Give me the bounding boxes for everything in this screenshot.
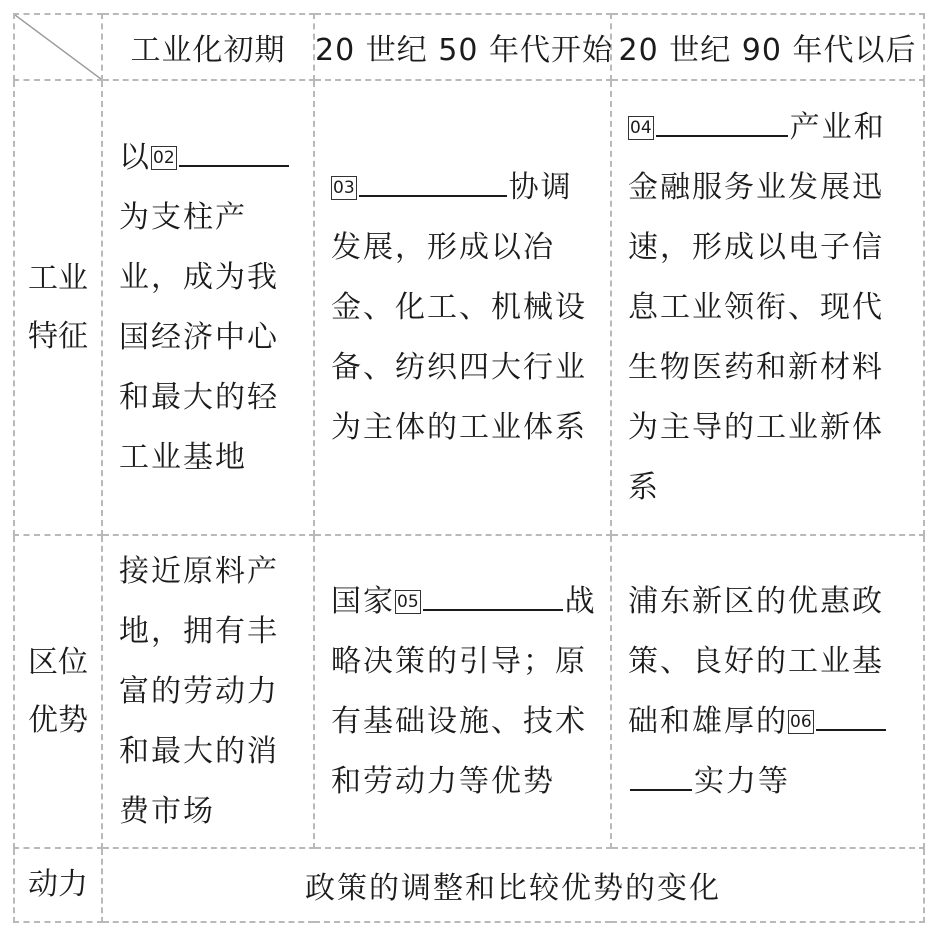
fill-blank-03[interactable] <box>359 165 507 197</box>
cell-location-period-2 <box>314 535 611 848</box>
cell-text: 金融服务业发展迅速，形成以电子信息工业领衔、现代生物医药和新材料为主导的工业新体系 <box>628 169 884 505</box>
row-label-location-advantage <box>14 535 102 848</box>
cell-location-period-3 <box>611 535 924 848</box>
fill-blank-04[interactable] <box>656 105 788 137</box>
cell-text: 为支柱产业，成为我国经济中心和最大的轻工业基地 <box>119 199 279 475</box>
cell-text: 产业和 <box>789 109 886 145</box>
fill-blank-06-cont[interactable] <box>630 759 692 791</box>
cell-text: 实力等 <box>694 763 790 799</box>
cell-text: 以 <box>119 139 151 175</box>
row-industry-feature <box>14 80 924 535</box>
header-period-2: 20 世纪 50 年代开始 <box>314 14 611 80</box>
cell-driving-force: 政策的调整和比较优势的变化 <box>102 848 924 922</box>
header-row <box>14 14 924 80</box>
row-label-line: 优势 <box>28 702 88 738</box>
header-period-3: 20 世纪 90 年代以后 <box>611 14 924 80</box>
corner-cell <box>14 14 102 80</box>
blank-number-badge: 02 <box>153 147 175 168</box>
cell-text: 发展，形成以冶金、化工、机械设备、纺织四大行业为主体的工业体系 <box>331 229 587 445</box>
blank-number-badge: 04 <box>630 117 652 138</box>
cell-text: 国家 <box>331 583 395 619</box>
fill-blank-05[interactable] <box>423 579 563 611</box>
cell-text: 接近原料产地，拥有丰富的劳动力和最大的消费市场 <box>119 553 279 829</box>
cell-feature-period-3 <box>611 80 924 535</box>
row-label-line: 工业 <box>28 260 88 296</box>
blank-number-badge: 05 <box>397 591 419 612</box>
cell-text: 浦东新区的优惠政策、良好的工业基础和雄厚的 <box>628 583 884 739</box>
row-label-driving-force: 动力 <box>14 848 102 922</box>
row-label-line: 区位 <box>28 644 88 680</box>
blank-number-badge: 03 <box>333 177 355 198</box>
cell-text: 战略决策的引导；原有基础设施、技术和劳动力等优势 <box>331 583 597 799</box>
cell-feature-period-1 <box>102 80 314 535</box>
cell-feature-period-2 <box>314 80 611 535</box>
blank-number-badge: 06 <box>790 711 812 732</box>
cell-text: 协调 <box>508 169 573 205</box>
row-location-advantage <box>14 535 924 848</box>
cell-location-period-1 <box>102 535 314 848</box>
header-period-1: 工业化初期 <box>102 14 314 80</box>
shanghai-industry-table <box>13 13 925 923</box>
row-label-line: 特征 <box>28 318 88 354</box>
fill-blank-06[interactable] <box>816 699 886 731</box>
row-driving-force <box>14 848 924 922</box>
row-label-industry-feature <box>14 80 102 535</box>
fill-blank-02[interactable] <box>179 135 289 167</box>
diagonal-line <box>15 15 101 79</box>
